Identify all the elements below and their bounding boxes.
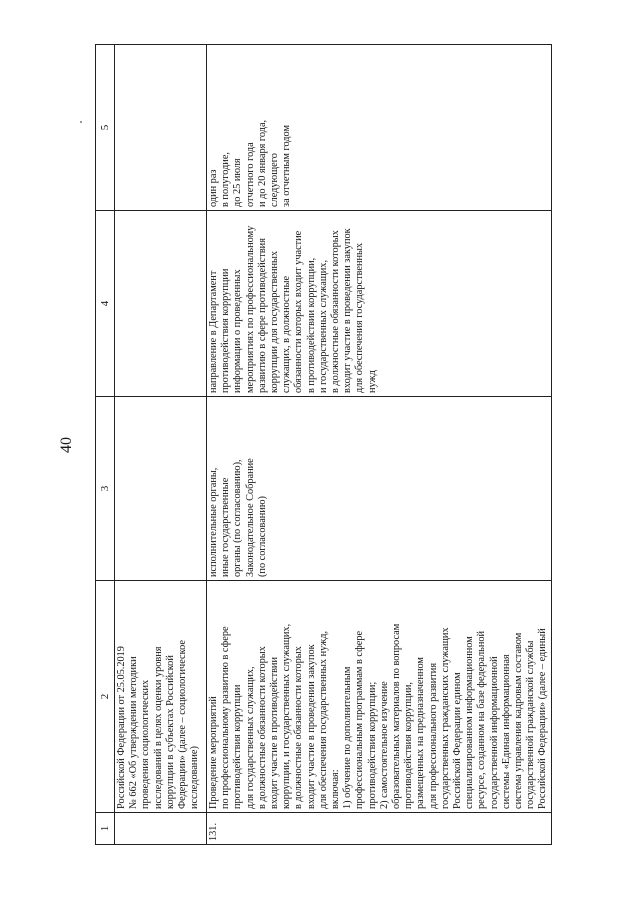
cell-text-line: развитию в сфере противодействия xyxy=(256,238,268,393)
cell-text-line: мероприятиях по профессиональному xyxy=(244,225,256,393)
cell-text-line: служащих, в должностные xyxy=(281,275,293,393)
header-col-2: 2 xyxy=(96,581,115,813)
cell-text-line: в полугодие, xyxy=(220,152,232,207)
cell-text-line: профессиональным программам в сфере xyxy=(354,630,366,809)
cell-text-line: входит участие в противодействии xyxy=(269,657,281,809)
table-header-row xyxy=(96,45,115,845)
cell-text-line: Федерации» (далее – социологическое xyxy=(177,640,189,809)
cell-text-line: для профессионального развития xyxy=(427,662,439,809)
continuation-row-description xyxy=(115,581,207,813)
cell-text-line: обязанности которых входит участие xyxy=(293,230,305,393)
cell-text-line: противодействия коррупции xyxy=(220,268,232,393)
cell-text-line: иные государственные xyxy=(220,477,232,577)
cell-text-line: включая: xyxy=(330,769,342,809)
cell-text-line: в должностные обязанности которых xyxy=(256,646,268,809)
cell-text-line: в противодействии коррупции, xyxy=(305,257,317,393)
cell-text-line: направление в Департамент xyxy=(208,270,219,393)
cell-text-line: проведения социологических xyxy=(140,679,152,809)
cell-text-line: и до 20 января года, xyxy=(256,119,268,207)
cell-text-line: до 25 июля xyxy=(232,158,244,207)
measures-table xyxy=(95,44,552,845)
cell-text-line: исследований в целях оценки уровня xyxy=(152,646,164,809)
cell-text-line: образовательных материалов по вопросам xyxy=(391,623,403,809)
cell-text-line: для государственных служащих, xyxy=(244,666,256,809)
row-131-description xyxy=(207,581,552,813)
continuation-row-deadline xyxy=(115,45,207,211)
cell-text-line: 2) самостоятельное изучение xyxy=(378,681,390,809)
cell-text-line: Законодательное Собрание xyxy=(244,458,256,577)
cell-text-line: противодействия коррупции; xyxy=(366,681,378,809)
cell-text-line: системы «Единая информационная xyxy=(500,654,512,809)
cell-text-line: входит участие в проведении закупок xyxy=(305,644,317,809)
cell-text-line: и государственных служащих, xyxy=(317,259,329,393)
cell-text-line: коррупции для государственных xyxy=(269,250,281,393)
cell-text-line: информации о проведенных xyxy=(232,269,244,393)
cell-text-line: государственной гражданской службы xyxy=(525,640,537,809)
header-col-4: 4 xyxy=(96,211,115,397)
cell-text-line: (по согласованию) xyxy=(256,496,268,577)
cell-text-line: Российской Федерации едином xyxy=(452,672,464,809)
header-col-1: 1 xyxy=(96,813,115,845)
cell-text-line: Российской Федерации» (далее – единый xyxy=(537,628,549,809)
cell-text-line: Российской Федерации от 25.05.2019 xyxy=(116,646,127,809)
cell-text-line: исполнительные органы, xyxy=(208,467,219,577)
cell-text-line: исследование) xyxy=(189,746,201,809)
cell-text-line: отчетного года xyxy=(244,142,256,207)
cell-text-line: ресурсе, созданном на базе федеральной xyxy=(476,631,488,809)
cell-text-line: противодействия коррупции xyxy=(232,684,244,809)
cell-text-line: следующего xyxy=(269,153,281,207)
cell-text-line: один раз xyxy=(208,169,219,207)
row-131-number: 131. xyxy=(207,813,552,845)
cell-text-line: для обеспечения государственных нужд, xyxy=(317,630,329,809)
continuation-row-executors xyxy=(115,397,207,581)
cell-text-line: специализированном информационном xyxy=(464,636,476,809)
cell-text-line: по профессиональному развитию в сфере xyxy=(220,626,232,809)
cell-text-line: № 662 «Об утверждении методики xyxy=(128,656,140,809)
cell-text-line: государственных гражданских служащих xyxy=(439,627,451,809)
table-row xyxy=(207,45,552,845)
header-col-5: 5 xyxy=(96,45,115,211)
row-131-result xyxy=(207,211,552,397)
row-131-deadline xyxy=(207,45,552,211)
cell-text-line: входит участие в проведении закупок xyxy=(342,228,354,393)
page-number: 40 xyxy=(58,437,75,453)
cell-text-line: коррупции в субъектах Российской xyxy=(164,655,176,809)
cell-text-line: в должностные обязанности которых xyxy=(293,646,305,809)
table-row xyxy=(115,45,207,845)
document-page xyxy=(35,45,595,845)
continuation-row-number xyxy=(115,813,207,845)
cell-text-line: государственной информационной xyxy=(488,656,500,809)
cell-text-line: органы (по согласованию), xyxy=(232,459,244,577)
cell-text-line: 1) обучение по дополнительным xyxy=(342,666,354,809)
cell-text-line: противодействия коррупции, xyxy=(403,682,415,809)
header-col-3: 3 xyxy=(96,397,115,581)
cell-text-line: в должностные обязанности которых xyxy=(330,230,342,393)
cell-text-line: система управления кадровым составом xyxy=(513,632,525,809)
cell-text-line: для обеспечения государственных xyxy=(354,242,366,393)
cell-text-line: размещенных на предназначенном xyxy=(415,657,427,809)
cell-text-line: Проведение мероприятий xyxy=(208,696,219,809)
scan-speck xyxy=(80,121,82,123)
row-131-executors xyxy=(207,397,552,581)
cell-text-line: за отчетным годом xyxy=(281,124,293,207)
cell-text-line: нужд xyxy=(366,370,378,393)
continuation-row-result xyxy=(115,211,207,397)
cell-text-line: коррупции, и государственных служащих, xyxy=(281,623,293,809)
